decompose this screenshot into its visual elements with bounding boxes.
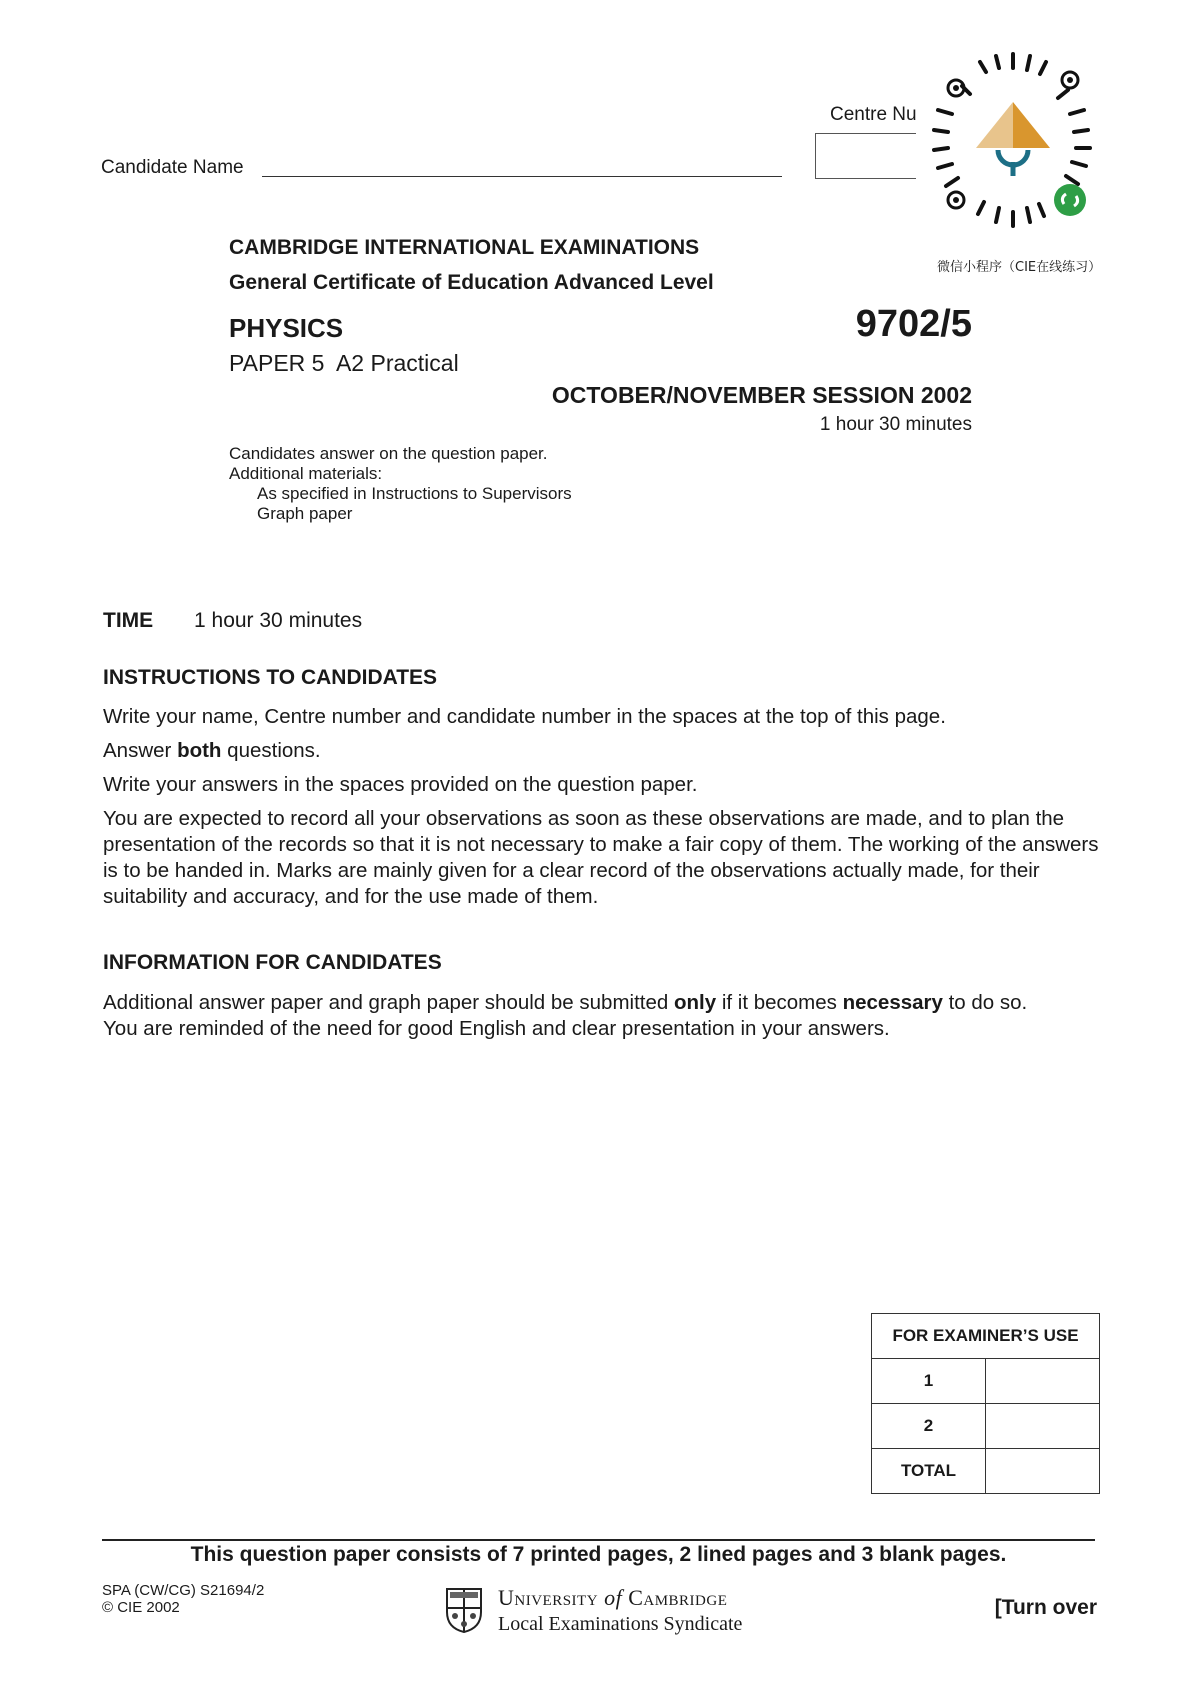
instruction-paragraph: Write your answers in the spaces provided on the question paper. bbox=[103, 773, 698, 796]
table-row bbox=[872, 1314, 1100, 1359]
university-name bbox=[498, 1585, 742, 1611]
paper-title: PAPER 5 A2 Practical bbox=[229, 350, 459, 376]
university-name-part: University bbox=[498, 1585, 605, 1610]
exam-duration: 1 hour 30 minutes bbox=[819, 414, 972, 435]
university-name-part: Cambridge bbox=[622, 1585, 728, 1610]
table-row bbox=[872, 1449, 1100, 1494]
reference-code: SPA (CW/CG) S21694/2 bbox=[102, 1582, 265, 1599]
copyright: © CIE 2002 bbox=[102, 1599, 180, 1616]
materials-block bbox=[229, 444, 572, 524]
university-logo-text bbox=[498, 1585, 742, 1636]
information-paragraph: You are reminded of the need for good English and clear presentation in your answers. bbox=[103, 1017, 890, 1040]
information-emphasis: necessary bbox=[842, 991, 943, 1014]
exam-board: CAMBRIDGE INTERNATIONAL EXAMINATIONS bbox=[229, 236, 700, 259]
table-row bbox=[872, 1404, 1100, 1449]
university-name-part: of bbox=[604, 1585, 623, 1610]
qualification: General Certificate of Education Advanced Level bbox=[229, 271, 714, 294]
materials-item: As specified in Instructions to Supervisors bbox=[257, 484, 572, 503]
centre-number-box[interactable] bbox=[815, 133, 916, 179]
information-text: to do so. bbox=[942, 991, 1028, 1014]
qr-code-icon bbox=[918, 50, 1108, 240]
information-heading: INFORMATION FOR CANDIDATES bbox=[103, 951, 442, 974]
instruction-paragraph bbox=[103, 738, 1103, 764]
paper-code: 9702/5 bbox=[855, 303, 972, 345]
examiner-use-table bbox=[871, 1313, 1100, 1494]
materials-line: Candidates answer on the question paper. bbox=[229, 444, 548, 463]
instructions-body bbox=[103, 704, 1103, 918]
information-body bbox=[103, 990, 1103, 1042]
candidate-name-field[interactable] bbox=[262, 176, 782, 177]
qr-caption: 微信小程序（CIE在线练习） bbox=[937, 260, 1102, 275]
instruction-emphasis: both bbox=[177, 739, 222, 762]
university-crest-icon bbox=[444, 1586, 484, 1634]
syndicate-name: Local Examinations Syndicate bbox=[498, 1613, 743, 1635]
information-emphasis: only bbox=[673, 991, 717, 1014]
information-paragraph bbox=[103, 990, 1103, 1016]
question-label: 1 bbox=[872, 1359, 986, 1404]
total-cell bbox=[986, 1449, 1100, 1494]
information-text: if it becomes bbox=[716, 991, 843, 1014]
mark-cell bbox=[986, 1404, 1100, 1449]
candidate-name-label: Candidate Name bbox=[101, 157, 244, 178]
examiner-table-heading: FOR EXAMINER’S USE bbox=[872, 1314, 1100, 1359]
instruction-text: Answer bbox=[103, 739, 178, 762]
instruction-paragraph: You are expected to record all your observations as soon as these observations are made, and to plan the presentation of the records so that it is not necessary to make a fair copy of them. The working of the answers is to be handed in. Marks are mainly given for a clear record of the observations actually made, for their suitability and accuracy, and for the use made of them. bbox=[103, 807, 1099, 908]
instruction-text: questions. bbox=[221, 739, 321, 762]
mark-cell bbox=[986, 1359, 1100, 1404]
information-text: Additional answer paper and graph paper should be submitted bbox=[103, 991, 674, 1014]
subject-title: PHYSICS bbox=[229, 313, 344, 343]
centre-number-label: Centre Nu bbox=[830, 104, 917, 125]
turn-over-note: [Turn over bbox=[994, 1596, 1097, 1619]
page-count-note: This question paper consists of 7 printed pages, 2 lined pages and 3 blank pages. bbox=[190, 1543, 1007, 1566]
footer-divider bbox=[102, 1539, 1095, 1541]
time-label: TIME bbox=[103, 609, 154, 632]
exam-session: OCTOBER/NOVEMBER SESSION 2002 bbox=[551, 382, 972, 408]
mini-program-qr-code bbox=[918, 50, 1108, 240]
document-reference bbox=[102, 1582, 264, 1616]
table-row bbox=[872, 1359, 1100, 1404]
question-label: 2 bbox=[872, 1404, 986, 1449]
materials-line: Additional materials: bbox=[229, 464, 383, 483]
time-value: 1 hour 30 minutes bbox=[194, 609, 363, 632]
instructions-heading: INSTRUCTIONS TO CANDIDATES bbox=[103, 666, 438, 689]
materials-item: Graph paper bbox=[257, 504, 353, 523]
total-label: TOTAL bbox=[872, 1449, 986, 1494]
instruction-paragraph: Write your name, Centre number and candidate number in the spaces at the top of this page. bbox=[103, 705, 946, 728]
